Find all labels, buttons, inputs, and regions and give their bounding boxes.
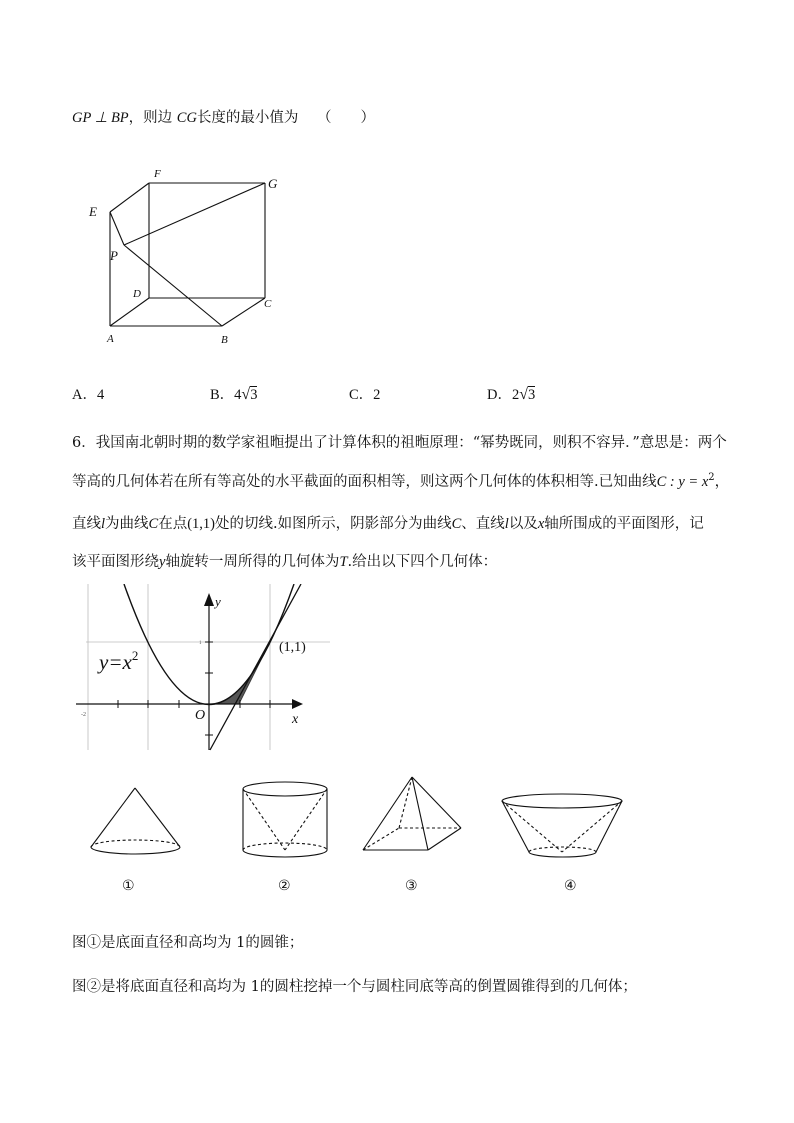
figure-number-2: ② <box>278 878 291 894</box>
q6-l4-c: .给出以下四个几何体： <box>347 554 498 570</box>
q6-l3-c2: C <box>451 516 462 532</box>
choice-a[interactable] <box>72 383 104 404</box>
solid-2-cylinder <box>243 782 327 857</box>
label-e: E <box>89 204 97 219</box>
tick-label-y1: 1 <box>199 641 202 646</box>
q6-l3-cc: 在点 <box>158 516 188 532</box>
y-axis-arrow <box>204 593 214 606</box>
q6-line-1 <box>72 431 727 452</box>
q6-line-2 <box>72 470 729 491</box>
q5-cg: CG <box>176 110 197 126</box>
curve-label: $y=x^2$ <box>99 648 139 674</box>
q6-line-4 <box>72 550 497 571</box>
choice-d-value: 2 <box>511 387 520 403</box>
segment-p-b <box>124 245 222 326</box>
q6-l3-a: 直线 <box>72 516 101 532</box>
label-b: B <box>221 334 228 346</box>
segment-p-g <box>124 183 265 245</box>
tick-label-neg2: -2 <box>81 712 86 718</box>
q6-curve-eq: : y = x <box>666 474 709 490</box>
q5-stem-rest: 长度的最小值为 <box>196 110 299 126</box>
y-axis-label: y <box>215 594 221 609</box>
choice-b[interactable] <box>210 383 257 404</box>
cube-figure <box>80 160 300 350</box>
figure-number-3: ③ <box>405 878 418 894</box>
choice-d-letter: D． <box>487 387 512 403</box>
choice-d[interactable] <box>487 383 535 404</box>
q6-curve-exp: 2 <box>708 472 715 484</box>
q6-l3-b: 为曲线 <box>105 516 149 532</box>
choice-c[interactable] <box>349 383 380 404</box>
q6-l3-x: x <box>537 516 545 532</box>
choice-b-letter: B． <box>210 387 235 403</box>
choice-b-radicand: 3 <box>250 387 258 403</box>
q6-line-2-text: 等高的几何体若在所有等高处的水平截面的面积相等，则这两个几何体的体积相等.已知曲线 <box>72 474 657 490</box>
parabola-graph <box>70 584 340 754</box>
q6-l3-l2: l <box>504 516 509 532</box>
choice-a-letter: A． <box>72 387 97 403</box>
q6-curve-c: C <box>656 474 667 490</box>
edge-e-f <box>110 183 149 212</box>
label-f: F <box>154 168 161 180</box>
choice-b-value: 4 <box>234 387 242 403</box>
q6-l3-pt: (1,1) <box>187 516 215 532</box>
q6-note-1: 图①是底面直径和高均为 1的圆锥； <box>72 935 304 951</box>
choice-a-value: 4 <box>96 387 105 403</box>
x-axis-arrow <box>292 699 303 709</box>
segment-e-p <box>110 212 124 245</box>
q6-l4-y: y <box>159 554 166 570</box>
q6-line-1-text: 6．我国南北朝时期的数学家祖暅提出了计算体积的祖暅原理：“幂势既同，则积不容异．”意思是：两个 <box>72 435 727 451</box>
solid-4-frustum <box>502 794 622 857</box>
label-d: D <box>133 288 141 300</box>
q6-l3-l: l <box>101 516 106 532</box>
label-c: C <box>264 298 272 310</box>
q6-l3-e: 、直线 <box>461 516 505 532</box>
radical-sign: √ <box>519 386 529 403</box>
q5-gp-perp-bp: GP ⊥ BP <box>72 110 129 126</box>
q6-l3-g: 轴所围成的平面图形，记 <box>544 516 704 532</box>
q6-l3-d: 处的切线.如图所示，阴影部分为曲线 <box>215 516 452 532</box>
q6-note-2: 图②是将底面直径和高均为 1的圆柱挖掉一个与圆柱同底等高的倒置圆锥得到的几何体； <box>72 979 637 995</box>
label-a: A <box>107 333 114 345</box>
q6-l4-a: 该平面图形绕 <box>72 554 159 570</box>
q5-stem <box>72 106 375 127</box>
label-g: G <box>268 176 278 191</box>
choice-c-value: 2 <box>373 387 381 403</box>
origin-label: O <box>195 708 206 723</box>
choice-c-letter: C． <box>349 387 374 403</box>
q6-l3-f: 以及 <box>508 516 538 532</box>
q6-l4-b: 轴旋转一周所得的几何体为 <box>165 554 340 570</box>
q6-line-3 <box>72 512 704 533</box>
figure-number-4: ④ <box>564 878 577 894</box>
q5-stem-sep: ，则边 <box>128 110 177 126</box>
solids-figure <box>80 770 640 870</box>
tangent-line <box>210 584 301 750</box>
solid-1-cone <box>91 788 180 854</box>
q6-line-2-end: ， <box>714 474 730 490</box>
figure-number-1: ① <box>122 878 135 894</box>
q6-l4-t: T <box>339 554 348 570</box>
x-axis-label: x <box>292 712 299 727</box>
radical-sign: √ <box>241 386 251 403</box>
label-p: P <box>110 248 118 263</box>
shaded-region <box>209 642 270 704</box>
solid-3-pyramid <box>363 777 461 850</box>
q6-l3-c: C <box>148 516 159 532</box>
edge-a-d <box>110 298 149 326</box>
point-label: (1,1) <box>279 640 306 655</box>
choice-d-radicand: 3 <box>528 387 536 403</box>
edge-b-c <box>222 298 265 326</box>
q5-answer-blank: （ ） <box>317 110 376 126</box>
axis-ticks <box>118 642 270 735</box>
